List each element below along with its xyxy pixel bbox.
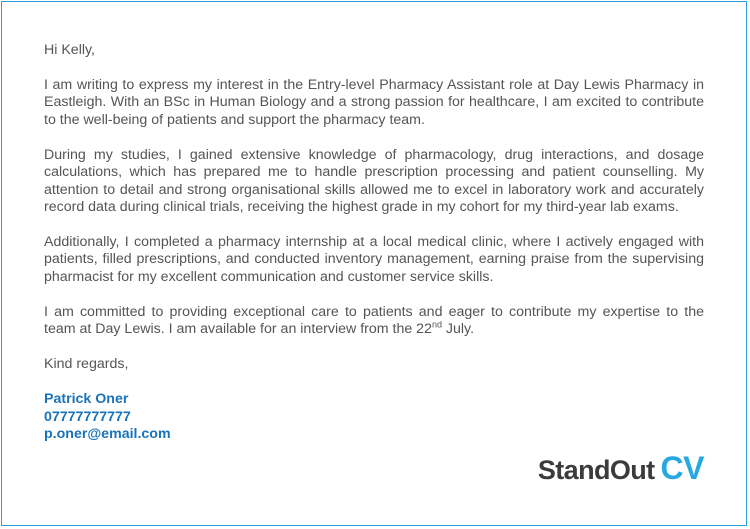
paragraph-internship: Additionally, I completed a pharmacy internship at a local medical clinic, where I actively engaged with patients, filled prescriptions, and conducted inventory management, earning praise from the supervising pharmacist for my excellent communication and customer service skills. — [44, 234, 704, 285]
standout-cv-logo — [538, 450, 704, 487]
availability-text: I am committed to providing exceptional care to patients and eager to contribute my expertise to the team at Day Lewis. I am available for an interview from the 22 — [44, 303, 704, 338]
closing: Kind regards, — [44, 356, 129, 373]
signature-phone: 07777777777 — [44, 408, 131, 425]
signature-name: Patrick Oner — [44, 391, 129, 408]
logo-wordmark: StandOut — [537, 455, 655, 485]
paragraph-availability — [44, 304, 704, 339]
signature-email: p.oner@email.com — [44, 426, 171, 443]
availability-month: July. — [441, 321, 475, 338]
paragraph-studies: During my studies, I gained extensive knowledge of pharmacology, drug interactions, and dosage calculations, which has prepared me to handle prescription processing and patient counselling. My attention to detail and strong organisational skills allowed me to excel in laboratory work and accurately record data during clinical trials, receiving the highest grade in my cohort for my third-year lab exams. — [44, 146, 704, 216]
greeting: Hi Kelly, — [44, 42, 95, 58]
cover-letter — [44, 42, 704, 443]
paragraph-intro: I am writing to express my interest in the Entry-level Pharmacy Assistant role at Day Lewis Pharmacy in Eastleigh. With an BSc in Human Biology and a strong passion for healthcare, I am excited to contribute to the well-being of patients and support the pharmacy team. — [44, 77, 704, 128]
logo-cv-mark: CV — [660, 450, 704, 486]
ordinal-suffix: nd — [431, 319, 442, 330]
signature-block — [44, 391, 704, 443]
